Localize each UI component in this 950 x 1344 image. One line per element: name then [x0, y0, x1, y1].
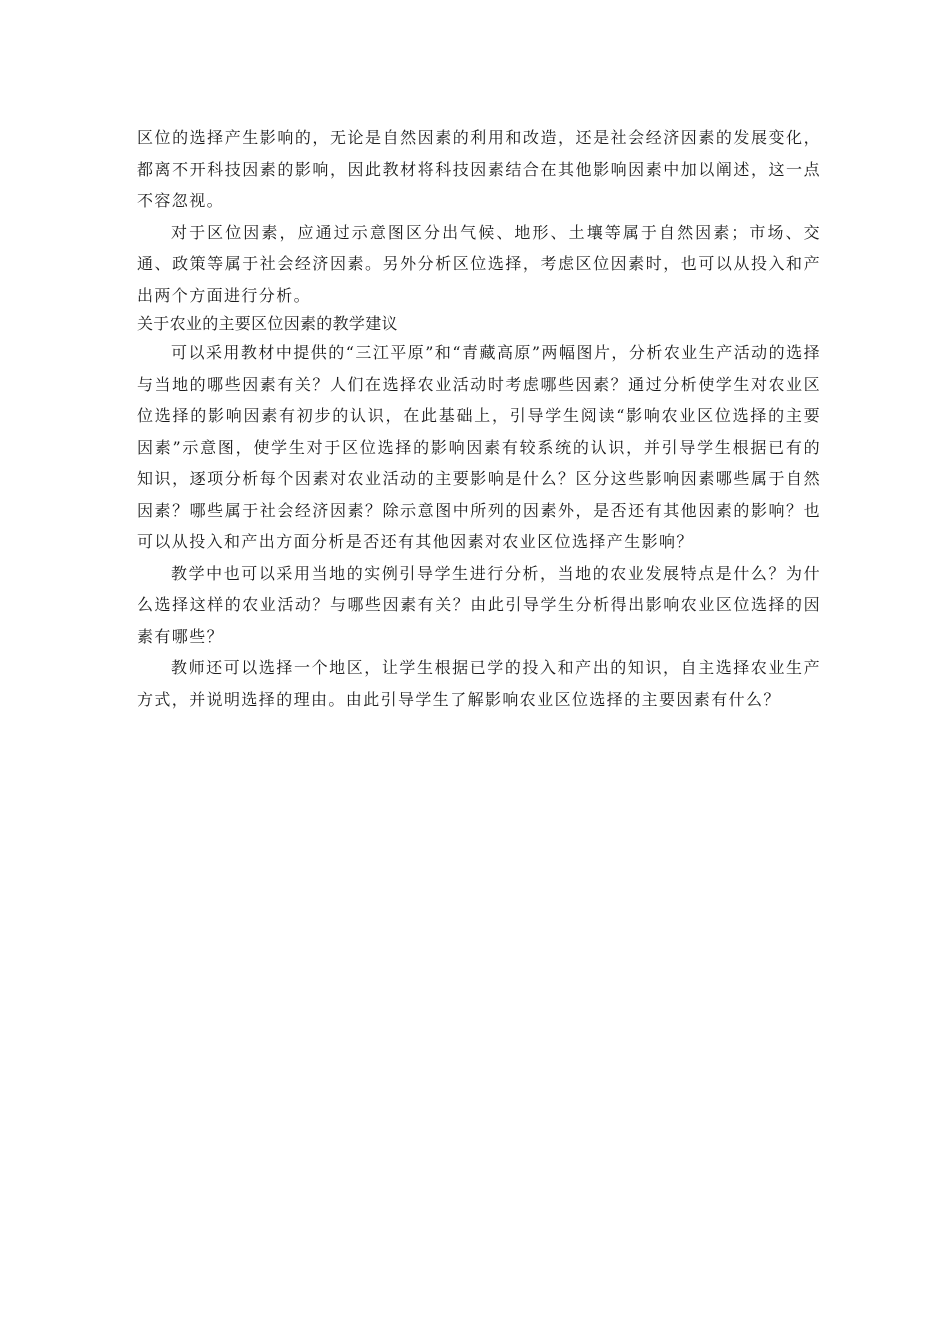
section-heading: 关于农业的主要区位因素的教学建议: [137, 314, 398, 333]
paragraph-region-choice: 教师还可以选择一个地区，让学生根据已学的投入和产出的知识，自主选择农业生产方式，并说明选择的理由。由此引导学生了解影响农业区位选择的主要因素有什么？: [137, 658, 821, 709]
paragraph-location-factors: 对于区位因素，应通过示意图区分出气候、地形、土壤等属于自然因素；市场、交通、政策等属于社会经济因素。另外分析区位选择，考虑区位因素时，也可以从投入和产出两个方面进行分析。: [137, 222, 821, 305]
paragraph-continuation: 区位的选择产生影响的，无论是自然因素的利用和改造，还是社会经济因素的发展变化，都离不开科技因素的影响，因此教材将科技因素结合在其他影响因素中加以阐述，这一点不容忽视。: [137, 128, 821, 210]
paragraph-teaching-method: 可以采用教材中提供的“三江平原”和“青藏高原”两幅图片，分析农业生产活动的选择与当地的哪些因素有关？人们在选择农业活动时考虑哪些因素？通过分析使学生对农业区位选择的影响因素有初步的认识，在此基础上，引导学生阅读“影响农业区位选择的主要因素”示意图，使学生对于区位选择的影响因素有较系统的认识，并引导学生根据已有的知识，逐项分析每个因素对农业活动的主要影响是什么？区分这些影响因素哪些属于自然因素？哪些属于社会经济因素？除示意图中所列的因素外，是否还有其他因素的影响？也可以从投入和产出方面分析是否还有其他因素对农业区位选择产生影响？: [137, 343, 821, 551]
paragraph-local-example: 教学中也可以采用当地的实例引导学生进行分析，当地的农业发展特点是什么？为什么选择这样的农业活动？与哪些因素有关？由此引导学生分析得出影响农业区位选择的因素有哪些？: [137, 563, 821, 646]
document-page: [137, 122, 821, 715]
